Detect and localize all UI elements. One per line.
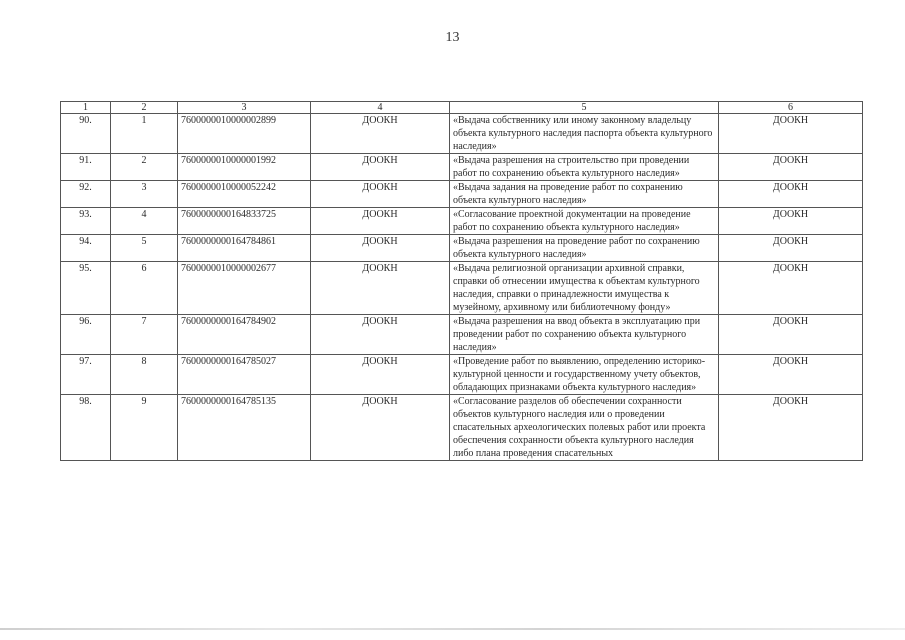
organization-cell: ДООКН xyxy=(311,395,450,461)
row-number-cell: 98. xyxy=(61,395,111,461)
row-number-cell: 96. xyxy=(61,315,111,355)
row-number-cell: 92. xyxy=(61,181,111,208)
service-name-cell: «Согласование разделов об обеспечении сохранности объектов культурного наследия или о проведении спасательных археологических полевых работ или проекта обеспечения сохранности объекта культурного наследия либо плана проведения спасательных xyxy=(450,395,719,461)
responsible-cell: ДООКН xyxy=(719,235,863,262)
service-code-cell: 7600000010000001992 xyxy=(178,154,311,181)
table-row xyxy=(61,154,863,181)
scan-edge-line xyxy=(0,628,905,630)
column-header: 1 xyxy=(61,102,111,114)
column-header: 4 xyxy=(311,102,450,114)
row-number-cell: 90. xyxy=(61,114,111,154)
row-index-cell: 7 xyxy=(111,315,178,355)
row-number-cell: 93. xyxy=(61,208,111,235)
service-code-cell: 7600000000164784861 xyxy=(178,235,311,262)
table-row xyxy=(61,395,863,461)
service-code-cell: 7600000010000052242 xyxy=(178,181,311,208)
organization-cell: ДООКН xyxy=(311,154,450,181)
service-name-cell: «Проведение работ по выявлению, определению историко-культурной ценности и государственному учету объектов, обладающих признаками объекта культурного наследия» xyxy=(450,355,719,395)
row-number-cell: 91. xyxy=(61,154,111,181)
row-index-cell: 9 xyxy=(111,395,178,461)
row-number-cell: 97. xyxy=(61,355,111,395)
column-header: 5 xyxy=(450,102,719,114)
table-row xyxy=(61,208,863,235)
table-row xyxy=(61,262,863,315)
table-row xyxy=(61,355,863,395)
table-row xyxy=(61,235,863,262)
organization-cell: ДООКН xyxy=(311,208,450,235)
table-body xyxy=(61,114,863,461)
service-name-cell: «Выдача собственнику или иному законному владельцу объекта культурного наследия паспорта объекта культурного наследия» xyxy=(450,114,719,154)
service-code-cell: 7600000000164785135 xyxy=(178,395,311,461)
responsible-cell: ДООКН xyxy=(719,395,863,461)
service-code-cell: 7600000000164785027 xyxy=(178,355,311,395)
responsible-cell: ДООКН xyxy=(719,315,863,355)
row-index-cell: 8 xyxy=(111,355,178,395)
column-header: 6 xyxy=(719,102,863,114)
row-index-cell: 1 xyxy=(111,114,178,154)
responsible-cell: ДООКН xyxy=(719,262,863,315)
column-header: 2 xyxy=(111,102,178,114)
responsible-cell: ДООКН xyxy=(719,208,863,235)
row-index-cell: 2 xyxy=(111,154,178,181)
service-code-cell: 7600000000164784902 xyxy=(178,315,311,355)
organization-cell: ДООКН xyxy=(311,114,450,154)
service-name-cell: «Выдача разрешения на проведение работ по сохранению объекта культурного наследия» xyxy=(450,235,719,262)
organization-cell: ДООКН xyxy=(311,315,450,355)
service-name-cell: «Выдача разрешения на ввод объекта в эксплуатацию при проведении работ по сохранению объекта культурного наследия» xyxy=(450,315,719,355)
responsible-cell: ДООКН xyxy=(719,355,863,395)
column-header: 3 xyxy=(178,102,311,114)
table-row xyxy=(61,114,863,154)
page-number: 13 xyxy=(445,30,460,45)
organization-cell: ДООКН xyxy=(311,235,450,262)
service-code-cell: 7600000000164833725 xyxy=(178,208,311,235)
row-number-cell: 94. xyxy=(61,235,111,262)
organization-cell: ДООКН xyxy=(311,262,450,315)
service-code-cell: 7600000010000002899 xyxy=(178,114,311,154)
responsible-cell: ДООКН xyxy=(719,181,863,208)
services-table xyxy=(60,101,863,461)
responsible-cell: ДООКН xyxy=(719,114,863,154)
organization-cell: ДООКН xyxy=(311,355,450,395)
organization-cell: ДООКН xyxy=(311,181,450,208)
row-index-cell: 5 xyxy=(111,235,178,262)
table-row xyxy=(61,315,863,355)
row-number-cell: 95. xyxy=(61,262,111,315)
responsible-cell: ДООКН xyxy=(719,154,863,181)
service-name-cell: «Выдача разрешения на строительство при проведении работ по сохранению объекта культурного наследия» xyxy=(450,154,719,181)
service-name-cell: «Выдача задания на проведение работ по сохранению объекта культурного наследия» xyxy=(450,181,719,208)
table-header-row xyxy=(61,102,863,114)
row-index-cell: 3 xyxy=(111,181,178,208)
service-name-cell: «Согласование проектной документации на проведение работ по сохранению объекта культурного наследия» xyxy=(450,208,719,235)
service-name-cell: «Выдача религиозной организации архивной справки, справки об отнесении имущества к объектам культурного наследия, справки о принадлежности имущества к музейному, архивному или библиотечному фонду» xyxy=(450,262,719,315)
row-index-cell: 4 xyxy=(111,208,178,235)
service-code-cell: 7600000010000002677 xyxy=(178,262,311,315)
row-index-cell: 6 xyxy=(111,262,178,315)
table-row xyxy=(61,181,863,208)
